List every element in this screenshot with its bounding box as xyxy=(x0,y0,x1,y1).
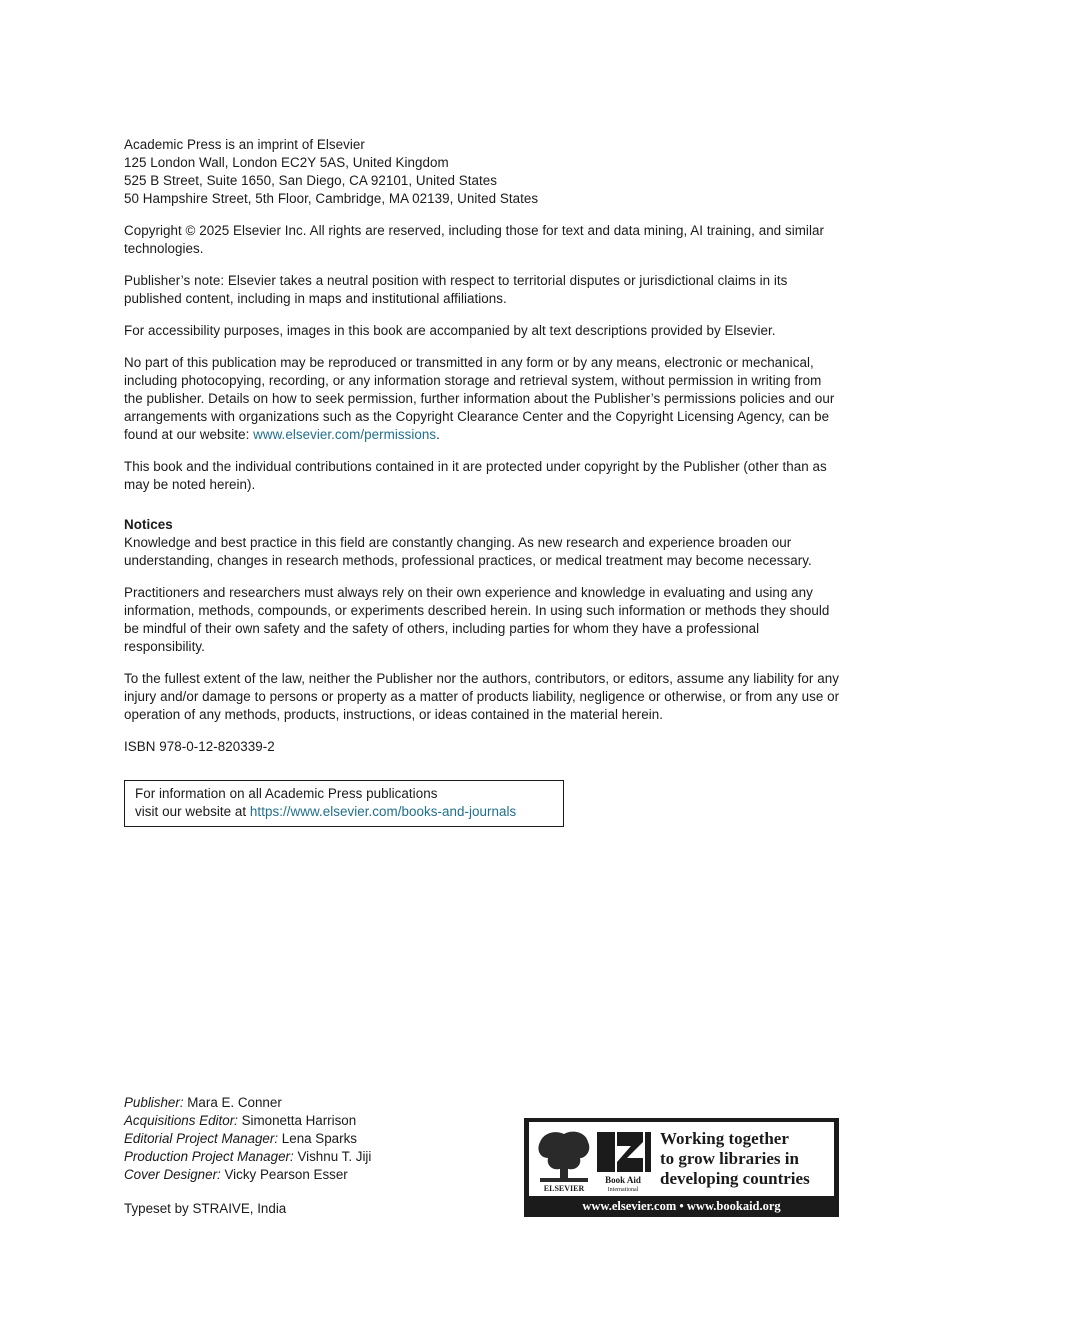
address-line: 50 Hampshire Street, 5th Floor, Cambridge, MA 02139, United States xyxy=(124,191,539,206)
notices-paragraph: To the fullest extent of the law, neither the Publisher nor the authors, contributors, or editors, assume any liability for any injury and/or damage to persons or property as a matter of products liability, negligence or otherwise, or from any use or operation of any methods, products, instructions, or ideas contained in the material herein. xyxy=(124,671,840,722)
info-box xyxy=(124,780,564,827)
credit-name: Mara E. Conner xyxy=(183,1095,282,1110)
credit-line xyxy=(124,1112,504,1130)
permissions-paragraph xyxy=(124,354,842,444)
info-box-line: For information on all Academic Press publications xyxy=(135,786,438,801)
credit-role: Editorial Project Manager: xyxy=(124,1131,279,1146)
svg-text:International: International xyxy=(607,1187,639,1193)
address-line: 125 London Wall, London EC2Y 5AS, United Kingdom xyxy=(124,155,449,170)
notices-paragraph: Knowledge and best practice in this field are constantly changing. As new research and experience broaden our understanding, changes in research methods, professional practices, or medical treatment may become necessary. xyxy=(124,535,812,568)
isbn: ISBN 978-0-12-820339-2 xyxy=(124,739,275,754)
address-line: 525 B Street, Suite 1650, San Diego, CA 92101, United States xyxy=(124,173,497,188)
book-aid-logo xyxy=(595,1128,653,1194)
contributions-paragraph: This book and the individual contributions contained in it are protected under copyright by the Publisher (other than as may be noted herein). xyxy=(124,459,827,492)
elsevier-logo-text: ELSEVIER xyxy=(543,1184,585,1193)
credit-name: Lena Sparks xyxy=(278,1131,357,1146)
book-aid-urls: www.elsevier.com • www.bookaid.org xyxy=(582,1199,781,1213)
credit-line xyxy=(124,1166,504,1184)
credits-list xyxy=(124,1094,504,1184)
notices-paragraph: Practitioners and researchers must always rely on their own experience and knowledge in evaluating and using any information, methods, compounds, or experiments described herein. In using such information or methods they should be mindful of their own safety and the safety of others, including parties for whom they have a professional responsibility. xyxy=(124,585,830,654)
credit-name: Vishnu T. Jiji xyxy=(293,1149,372,1164)
permissions-end: . xyxy=(436,427,440,442)
publisher-note: Publisher’s note: Elsevier takes a neutral position with respect to territorial disputes or jurisdictional claims in its published content, including in maps and institutional affiliations. xyxy=(124,273,788,306)
credit-role: Acquisitions Editor: xyxy=(124,1113,238,1128)
books-journals-link[interactable]: https://www.elsevier.com/books-and-journals xyxy=(249,804,517,819)
tagline-line: Working together xyxy=(660,1129,789,1148)
publisher-address xyxy=(124,136,842,208)
elsevier-tree-logo xyxy=(536,1128,592,1194)
svg-text:Book Aid: Book Aid xyxy=(605,1175,641,1185)
accessibility-note: For accessibility purposes, images in this book are accompanied by alt text descriptions provided by Elsevier. xyxy=(124,323,776,338)
tagline-line: developing countries xyxy=(660,1169,810,1188)
credit-role: Cover Designer: xyxy=(124,1167,221,1182)
book-aid-panel xyxy=(529,1122,834,1196)
credit-role: Publisher: xyxy=(124,1095,184,1110)
copyright-statement: Copyright © 2025 Elsevier Inc. All rights are reserved, including those for text and data mining, AI training, and similar technologies. xyxy=(124,223,824,256)
permissions-text: No part of this publication may be reproduced or transmitted in any form or by any means, electronic or mechanical, including photocopying, recording, or any information storage and retrieval system, without permission in writing from the publisher. Details on how to seek permission, further information about the Publisher’s permissions policies and our arrangements with organizations such as the Copyright Clearance Center and the Copyright Licensing Agency, can be found at our website: xyxy=(124,355,835,442)
credit-line xyxy=(124,1148,504,1166)
info-box-prefix: visit our website at xyxy=(135,804,250,819)
book-aid-tagline xyxy=(660,1129,830,1189)
typeset-credit: Typeset by STRAIVE, India xyxy=(124,1201,287,1216)
credit-line xyxy=(124,1094,504,1112)
tagline-line: to grow libraries in xyxy=(660,1149,799,1168)
credit-role: Production Project Manager: xyxy=(124,1149,294,1164)
notices-heading: Notices xyxy=(124,517,173,532)
info-box-line xyxy=(135,803,554,821)
permissions-link[interactable]: www.elsevier.com/permissions xyxy=(253,427,437,442)
address-line: Academic Press is an imprint of Elsevier xyxy=(124,137,365,152)
main-content xyxy=(124,136,842,827)
credit-line xyxy=(124,1130,504,1148)
credit-name: Vicky Pearson Esser xyxy=(220,1167,348,1182)
credit-name: Simonetta Harrison xyxy=(237,1113,357,1128)
book-aid-banner xyxy=(524,1118,839,1217)
